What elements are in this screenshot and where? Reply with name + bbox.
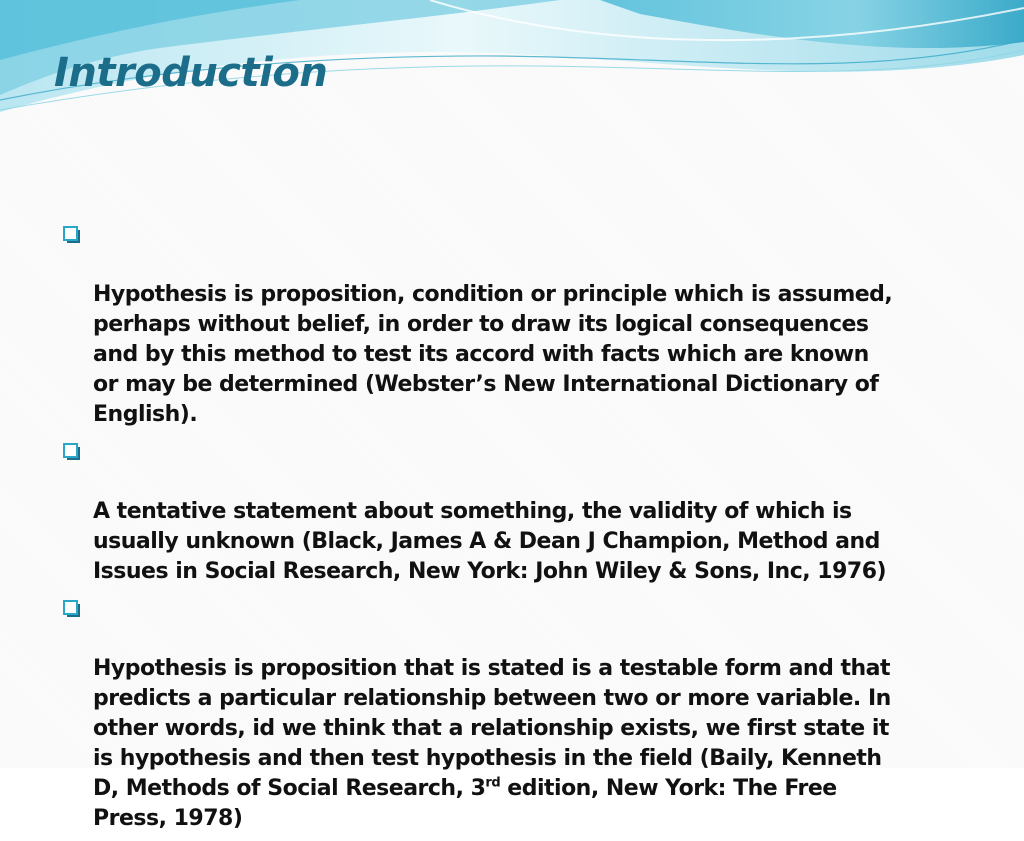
bullet-item: [62, 220, 972, 430]
ordinal-superscript: rd: [485, 775, 501, 791]
bullet-list: [62, 220, 972, 841]
bullet-text-part: Hypothesis is proposition that is stated is a testable form and that predicts a particular relationship between two or more variable. In other words, id we think that a relationship exists, we first state it is hypothesis and then test hypothesis in the field (Baily, Kenneth D, Methods of Social Research, 3: [93, 656, 891, 801]
slide-title: Introduction: [54, 50, 328, 96]
bullet-text-part: edition, New York: The Free Press, 1978): [93, 776, 837, 831]
bullet-item: [62, 437, 972, 587]
checkbox-square-icon: [63, 226, 81, 244]
checkbox-square-icon: [63, 600, 81, 618]
checkbox-square-icon: [63, 443, 81, 461]
bullet-item: [62, 594, 972, 834]
bullet-text: [93, 656, 891, 831]
bullet-text: A tentative statement about something, the validity of which is usually unknown (Black, James A & Dean J Champion, Method and Issues in Social Research, New York: John Wiley & Sons, Inc, 1976): [93, 499, 887, 584]
bullet-text: Hypothesis is proposition, condition or principle which is assumed, perhaps without belief, in order to draw its logical consequences and by this method to test its accord with facts which are known or may be determined (Webster’s New International Dictionary of English).: [93, 282, 893, 427]
